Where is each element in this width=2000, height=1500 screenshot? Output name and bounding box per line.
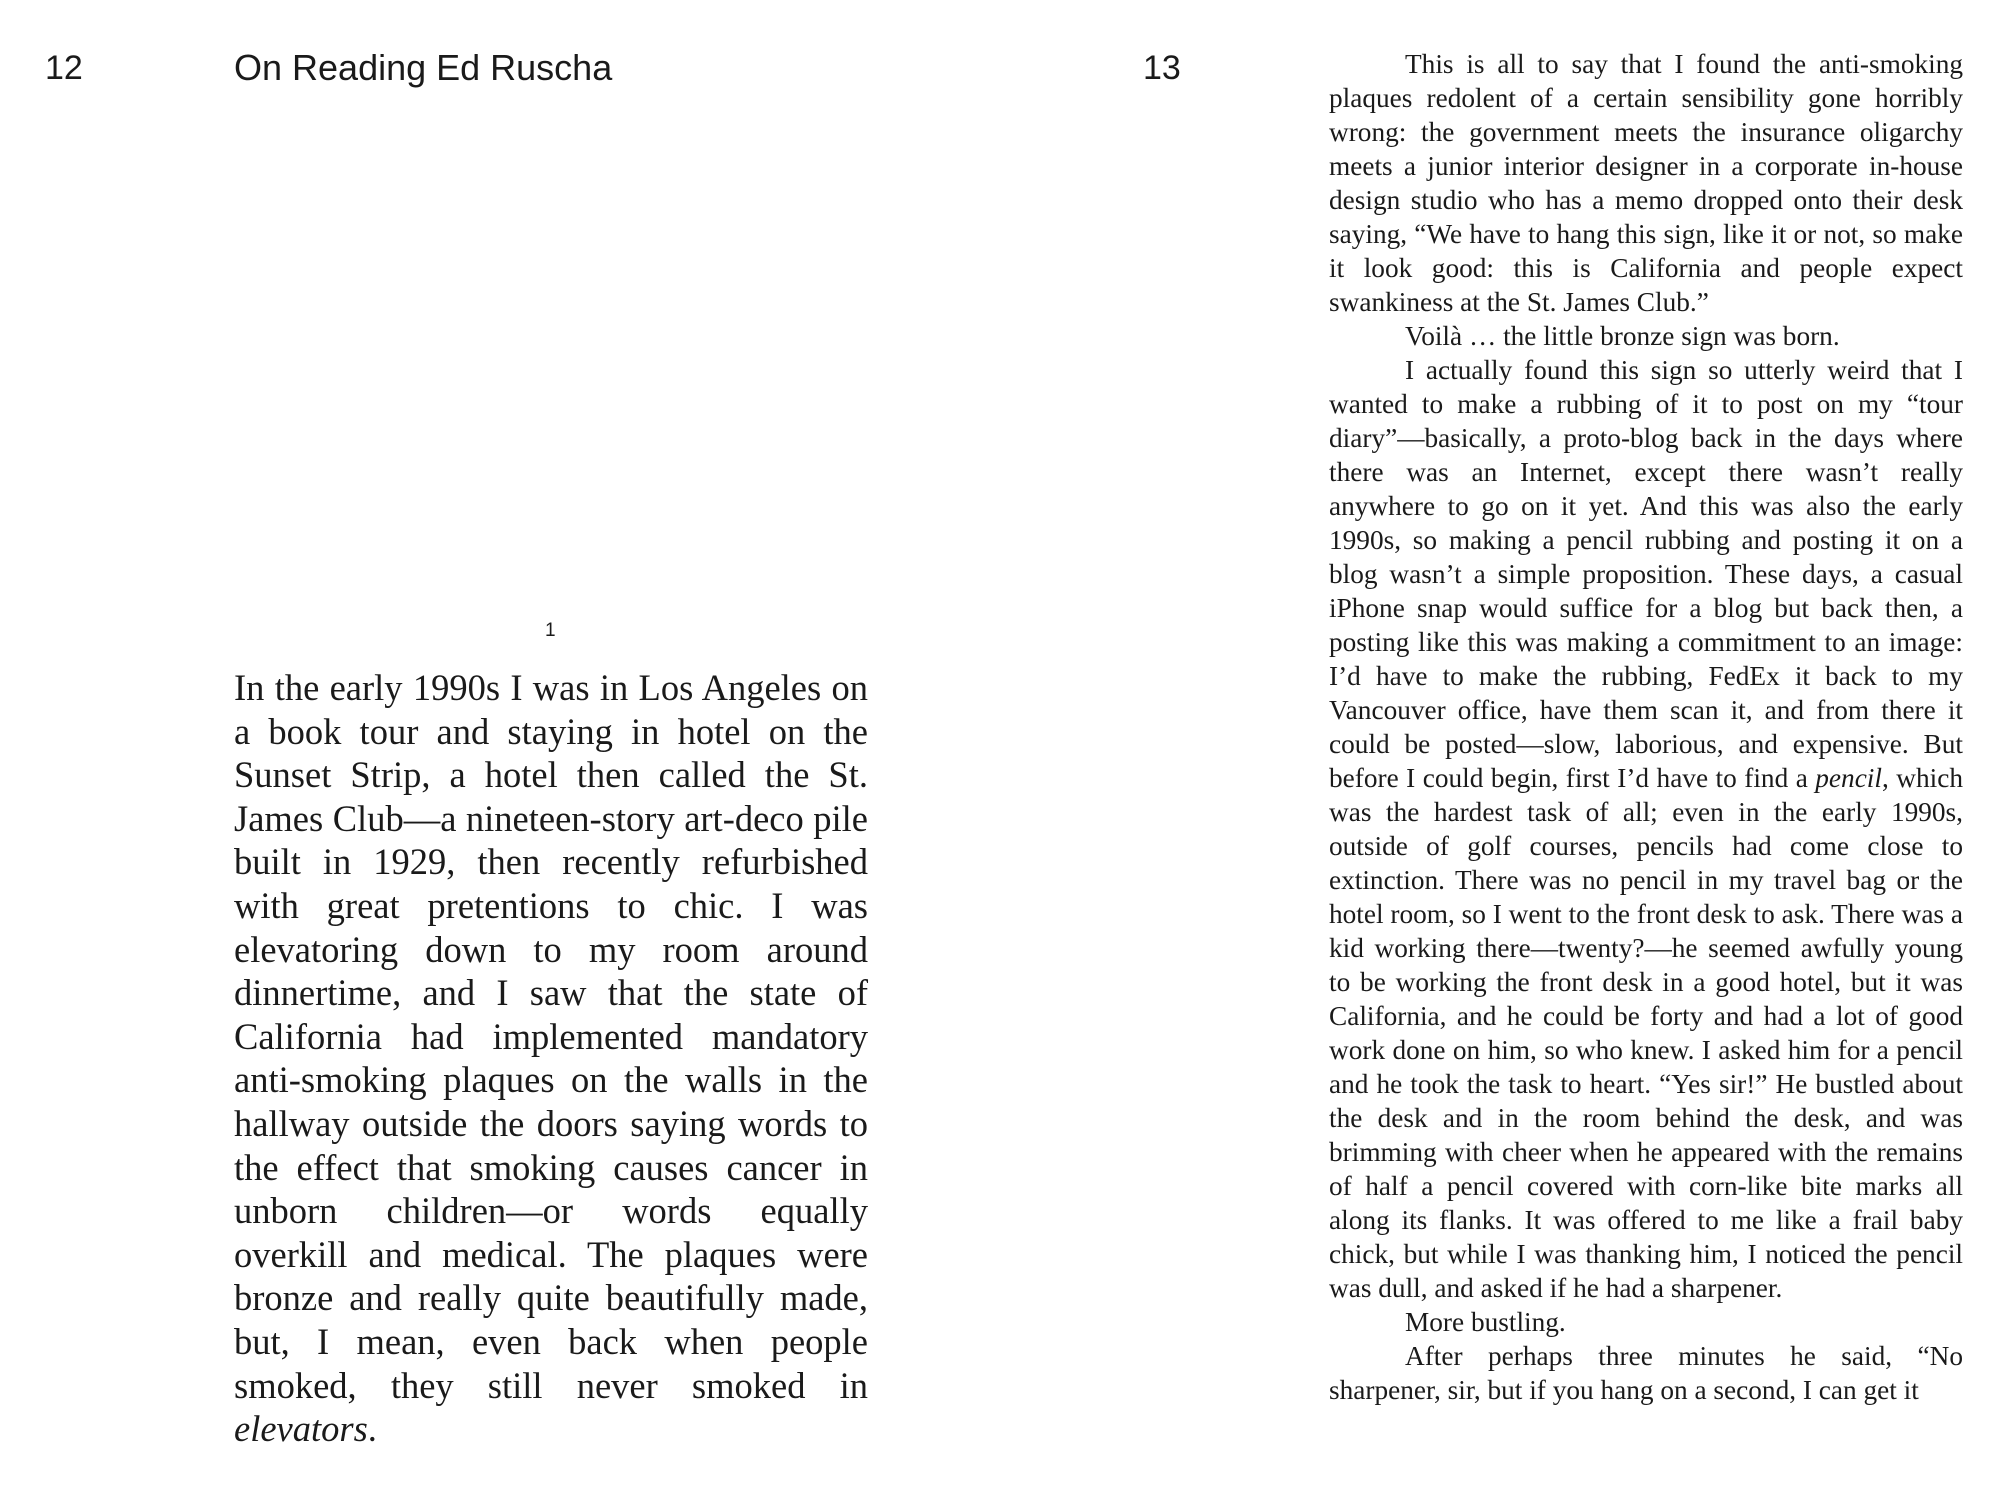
- right-page-number: 13: [1143, 49, 1181, 87]
- section-number: 1: [545, 620, 556, 641]
- opening-text-end: .: [367, 1408, 377, 1450]
- paragraph: After perhaps three minutes he said, “No sharpener, sir, but if you hang on a second, I can get it: [1329, 1341, 1963, 1405]
- opening-italic-word: elevators: [234, 1408, 368, 1450]
- opening-paragraph: [234, 666, 868, 1451]
- paragraph: Voilà … the little bronze sign was born.: [1405, 321, 1840, 351]
- left-page-number: 12: [45, 49, 83, 87]
- opening-text: In the early 1990s I was in Los Angeles on a book tour and staying in hotel on the Sunset Strip, a hotel then called the St. James Club—a nineteen-story art-deco pile built in 1929, then recently refurbished with great pretentions to chic. I was elevatoring down to my room around dinnertime, and I saw that the state of California had implemented mandatory anti-smoking plaques on the walls in the hallway outside the doors saying words to the effect that smoking causes cancer in unborn children—or words equally overkill and medical. The plaques were bronze and really quite beautifully made, but, I mean, even back when people smoked, they still never smoked in: [234, 667, 868, 1406]
- paragraph: More bustling.: [1405, 1307, 1566, 1337]
- pencil-italic-word: pencil: [1815, 763, 1882, 793]
- pencil-text-end: , which was the hardest task of all; even in the early 1990s, outside of golf courses, pencils had come close to extinction. There was no pencil in my travel bag or the hotel room, so I went to the front desk to ask. There was a kid working there—twenty?—he seemed awfully young to be working the front desk in a good hotel, but it was California, and he could be forty and had a lot of good work done on him, so who knew. I asked him for a pencil and he took the task to heart. “Yes sir!” He bustled about the desk and in the room behind the desk, and was brimming with cheer when he appeared with the remains of half a pencil covered with corn-like bite marks all along its flanks. It was offered to me like a frail baby chick, but while I was thanking him, I noticed the pencil was dull, and asked if he had a sharpener.: [1329, 763, 1963, 1303]
- running-head: On Reading Ed Ruscha: [234, 47, 613, 88]
- paragraph: This is all to say that I found the anti-smoking plaques redolent of a certain sensibility gone horribly wrong: the government meets the insurance oligarchy meets a junior interior designer in a corporate in-house design studio who has a memo dropped onto their desk saying, “We have to hang this sign, like it or not, so make it look good: this is California and people expect swankiness at the St. James Club.”: [1329, 49, 1963, 317]
- body-text: [1329, 47, 1963, 1407]
- pencil-text: I actually found this sign so utterly weird that I wanted to make a rubbing of it to post on my “tour diary”—basically, a proto-blog back in the days where there was an Internet, except there wasn’t really anywhere to go on it yet. And this was also the early 1990s, so making a pencil rubbing and posting it on a blog wasn’t a simple proposition. These days, a casual iPhone snap would suffice for a blog but back then, a posting like this was making a commitment to an image: I’d have to make the rubbing, FedEx it back to my Vancouver office, have them scan it, and from there it could be posted—slow, laborious, and expensive. But before I could begin, first I’d have to find a: [1329, 355, 1963, 793]
- pencil-paragraph: [1329, 353, 1963, 1305]
